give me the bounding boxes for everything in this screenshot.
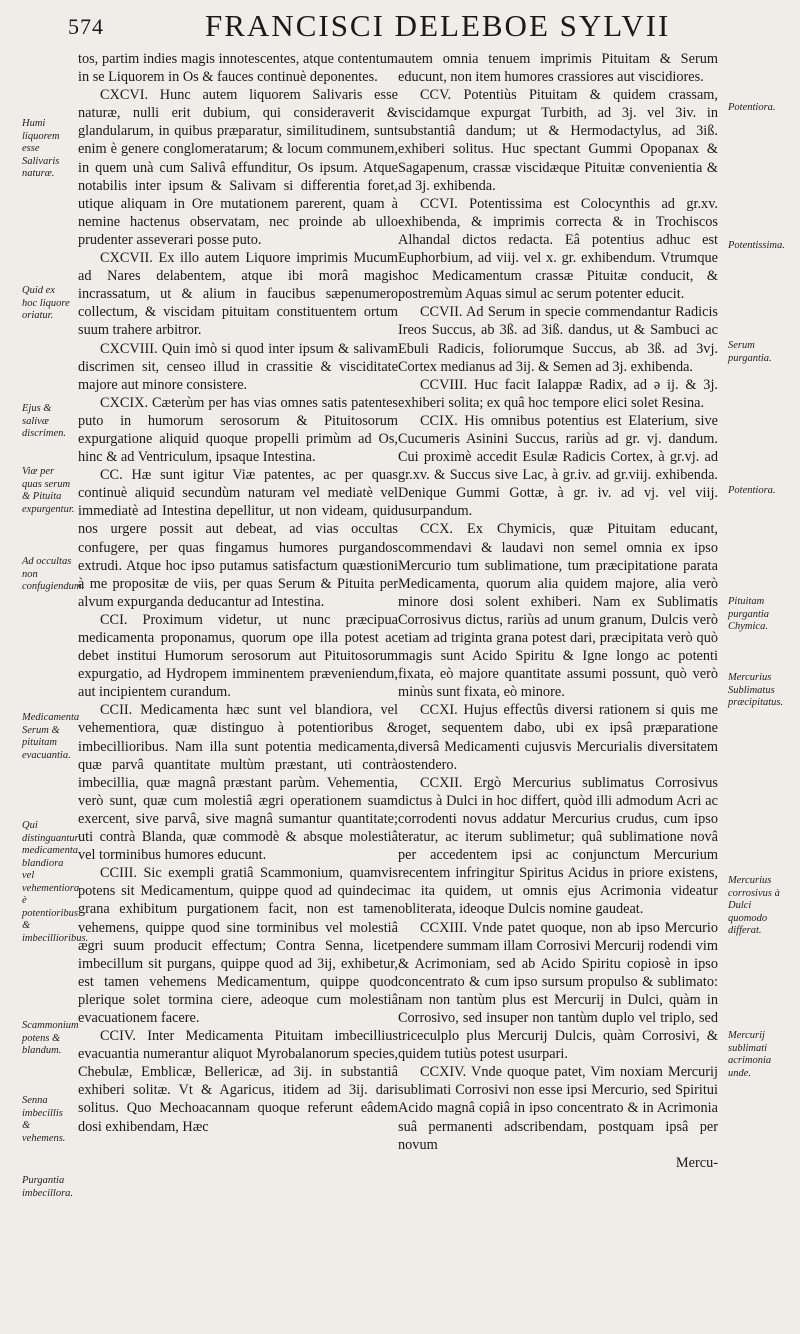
margin-note: Potentiora. xyxy=(728,102,776,113)
paragraph: CCIII. Sic exempli gratiâ Scammonium, quamvis potens sit Medicamentum, quippe quod ad quindecim grana exhibitum purgationem facit, non est tamen vehemens, quippe quod sine torminibus vel molestiâ ægri suum producit effectum; Contra Senna, licet imbecillum sit purgans, quippe quod ad 3ij, exhibetur, est tamen vehemens Medicamentum, quippe quod plerique solet tormina ciere, adeoque cum molestiâ evacuationem facere. xyxy=(78,865,398,1026)
page-header xyxy=(0,8,800,48)
paragraph: CCI. Proximum videtur, ut nunc præcipua medicamenta proponamus, quorum ope illa potest ac debet institui Humorum serosorum aut Pituitosorum expurgatio, ad Hydropem imminentem præveniendum, aut incipientem curandum. xyxy=(78,611,398,701)
margin-note: Mercurius corrosivus à Dulci quomodo differat. xyxy=(728,875,780,936)
paragraph: tos, partim indies magis innotescentes, atque contentum in se Liquorem in Os & fauces continuè deponentes. xyxy=(78,51,398,86)
margin-note: Serum purgantia. xyxy=(728,340,772,364)
paragraph: autem omnia tenuem imprimis Pituitam & Serum educunt, non item humores crassiores aut viscidiores. xyxy=(398,51,718,86)
paragraph: CCXIII. Vnde patet quoque, non ab ipso Mercurio pendere summam illam Corrosivi Mercurij rodendi vim & Acrimoniam, sed ab Acido Spiritu copiosè in ipso concentrato & cum ipso sursum propulso & sublimato: nam non tantùm plus est Mercurij in Dulci, quàm in Corrosivo, sed insuper non tantùm duplo vel triplo, sed triceculplo plus Mercurij Dulcis, quàm Corrosivi, & quidem tutiùs potest usurpari. xyxy=(398,919,718,1063)
margin-note: Quid ex hoc liquore oriatur. xyxy=(22,285,70,321)
paragraph: CXCVI. Hunc autem liquorem Salivaris esse naturæ, nulli erit dubium, qui consideraverit & glandularum, in quibus præparatur, similitudinem, sunt enim è genere conglomeratarum; & locum communem, in quem unà cum Salivâ effunditur, Os ipsum. Atque notabilis inter ipsum & Salivam si differentia foret, utique aliquam in Ore mutationem parerent, quam à nemine hactenus observatam, nec proinde ab ullo prudenter asseverari posse puto. xyxy=(78,87,398,248)
catchword: Mercu- xyxy=(675,1154,718,1171)
margin-note: Mercurius Sublimatus præcipitatus. xyxy=(728,672,784,708)
paragraph: CCIV. Inter Medicamenta Pituitam imbecillius evacuantia numerantur aliquot Myrobalanorum species, Chebulæ, Emblicæ, Bellericæ, ad 3ij. in substantiâ exhiberi solitæ. Vt & Agaricus, itidem ad 3ij. dari solitus. Quo Mechoacannam quoque referunt eâdem dosi exhibendam, Hæc xyxy=(78,1028,398,1135)
paragraph: CXCVII. Ex illo autem Liquore imprimis Mucum ad Nares delabentem, atque ibi morâ magis incrassatum, ut & alium in faucibus sæpenumero collectum, & viscidam pituitam constituentem ortum suum trahere arbitror. xyxy=(78,250,398,339)
margin-note: Medicamenta Serum & pituitam evacuantia. xyxy=(22,712,80,761)
paragraph: CCV. Potentiùs Pituitam & quidem crassam, viscidamque expurgat Turbith, ad 3j. vel 3iv. in substantiâ dandum; ut & Hermodactylus, ad 3iß. exhiberi solitus. Huc spectant Gummi Opopanax & Sagapenum, crassæ viscidæque Pituitæ convenientia & ad 3j. exhibenda. xyxy=(398,87,718,194)
margin-note: Potentiora. xyxy=(728,485,776,496)
paragraph: CC. Hæ sunt igitur Viæ patentes, ac per quas continuè aliquid secundùm naturam vel mediatè vel immediatè ad Intestina depellitur, ut non videam, quid nos urgere possit aut debeat, ad vias occultas confugere, per quas fingamus humores purgandos extrudi. Atque hoc ipso putamus satisfactum quæstioni à me propositæ de viis, per quas Serum & Pituita per alvum expurganda deducantur ad Intestina. xyxy=(78,467,398,610)
margin-note: Potentissima. xyxy=(728,240,785,251)
margin-note: Senna imbecillis & vehemens. xyxy=(22,1095,66,1144)
page-number: 574 xyxy=(68,14,104,39)
paragraph: CCVIII. Huc facit Ialappæ Radix, ad ə ij. & 3j. exhiberi solita; ex quâ hoc tempore elici solet Resina. xyxy=(398,376,718,411)
paragraph: CCXII. Ergò Mercurius sublimatus Corrosivus dictus à Dulci in hoc differt, quòd illi admodum Acri ac corrodenti novus addatur Mercurius crudus, cum ipso teratur, ac iterum sublimetur; quâ sublimatione novâ per accedentem ipsi ac conjunctum Mercurium recentem infringitur Spiritus Acidus in priore existens, ac ita quidem, ut omnis ejus Acrimonia videatur obliterata, ideoque Dulcis nomine gaudeat. xyxy=(398,774,718,918)
paragraph: CCVI. Potentissima est Colocynthis ad gr.xv. exhibenda, & imprimis correcta & in Trochiscos Alhandal dictos redacta. Eâ potentius adhuc est Euphorbium, ad viij. vel x. gr. exhibendum. Vtrumque hoc Medicamentum crassæ Pituitæ conducit, & postremùm Aquas simul ac serum potenter educit. xyxy=(398,195,718,303)
margin-note: Qui distinguantur medicamenta blandiora vel vehementiora è potentioribus & imbecillioribus. xyxy=(22,820,89,944)
paragraph: CCX. Ex Chymicis, quæ Pituitam educant, commendavi & laudavi non semel omnia ex ipso Mercurio tum sublimatione, tum præcipitatione parata Medicamenta, quorum alia quidem majore, alia verò minore dosi solent exhiberi. Nam ex Sublimatis Corrosivus dictus, rariùs ad unum granum, Dulcis verò etiam ad triginta grana potest dari, præcipitata verò quò magis sunt Acido Spiritu & Igne longo ac potenti fixata, eò majore quantitate assumi possunt, quò verò minùs sunt fixata, eò minore. xyxy=(398,521,718,701)
right-column xyxy=(398,50,718,1172)
margin-note: Ejus & salivæ discrimen. xyxy=(22,403,67,439)
margin-note: Ad occultas non confugiendum. xyxy=(22,556,85,592)
margin-note: Viæ per quas serum & Pituita expurgentur. xyxy=(22,466,75,515)
paragraph: CCIX. His omnibus potentius est Elaterium, sive Cucumeris Asinini Succus, rariùs ad gr. vj. dandum. Cui proximè accedit Esulæ Radicis Cortex, à gr.vj. ad gr.xv. & Succus sive Lac, à gr.iv. ad gr.viij. exhibenda. Denique Gummi Gottæ, à gr. iv. ad vj. vel viij. usurpandum. xyxy=(398,412,718,520)
left-column xyxy=(78,50,398,1136)
paragraph: CCXIV. Vnde quoque patet, Vim noxiam Mercurij sublimati Corrosivi non esse ipsi Mercurio, sed Spiritui Acido magnâ copiâ in ipso concentrato & in Acrimonia suâ permanenti adscribendam, postquam ipsâ per novum xyxy=(398,1064,718,1153)
margin-note: Mercurij sublimati acrimonia unde. xyxy=(728,1030,772,1079)
paragraph: CXCIX. Cæterùm per has vias omnes satis patentes puto in humorum serosorum & Pituitosorum expurgatione aliquid quoque propelli primùm ad Os, hinc & ad Ventriculum, ipsaque Intestina. xyxy=(78,394,398,466)
running-head: FRANCISCI DELEBOE SYLVII xyxy=(205,8,671,43)
margin-note: Scammonium potens & blandum. xyxy=(22,1020,79,1056)
margin-note: Purgantia imbecillora. xyxy=(22,1175,74,1199)
margin-note: Pituitam purgantia Chymica. xyxy=(728,596,770,632)
paragraph: CCXI. Hujus effectûs diversi rationem si quis me roget, sequentem dabo, ubi ex ipsâ præparatione diversâ Medicamenti cujusvis Mercurialis diversitatem ostendero. xyxy=(398,702,718,773)
margin-note: Humi liquorem esse Salivaris naturæ. xyxy=(22,118,60,179)
paragraph: CXCVIII. Quin imò si quod inter ipsum & salivam discrimen sit, censeo illud in crassitie & visciditate majore aut minore consistere. xyxy=(78,340,398,393)
paragraph: CCVII. Ad Serum in specie commendantur Radicis Ireos Succus, ab 3ß. ad 3iß. dandus, ut & Sambuci ac Ebuli Radicis, foliorumque Succus, ab 3ß. ad 3vj. Cortex medianus ad 3ij. & Semen ad 3j. exhibenda. xyxy=(398,304,718,375)
paragraph: CCII. Medicamenta hæc sunt vel blandiora, vel vehementiora, quæ distinguo à potentioribus & imbecillioribus. Nam illa sunt potentia medicamenta, quæ parvâ quantitate multùm præstant, uti contrà imbecillia, quæ magnâ præstant parùm. Vehementia, verò sunt, quæ cum molestiâ ægri operationem suam exercent, sive parvâ, sive magnâ sumantur quantitate; uti contrà Blanda, quæ commodè & absque molestiâ vel torminibus humores educunt. xyxy=(78,702,398,864)
